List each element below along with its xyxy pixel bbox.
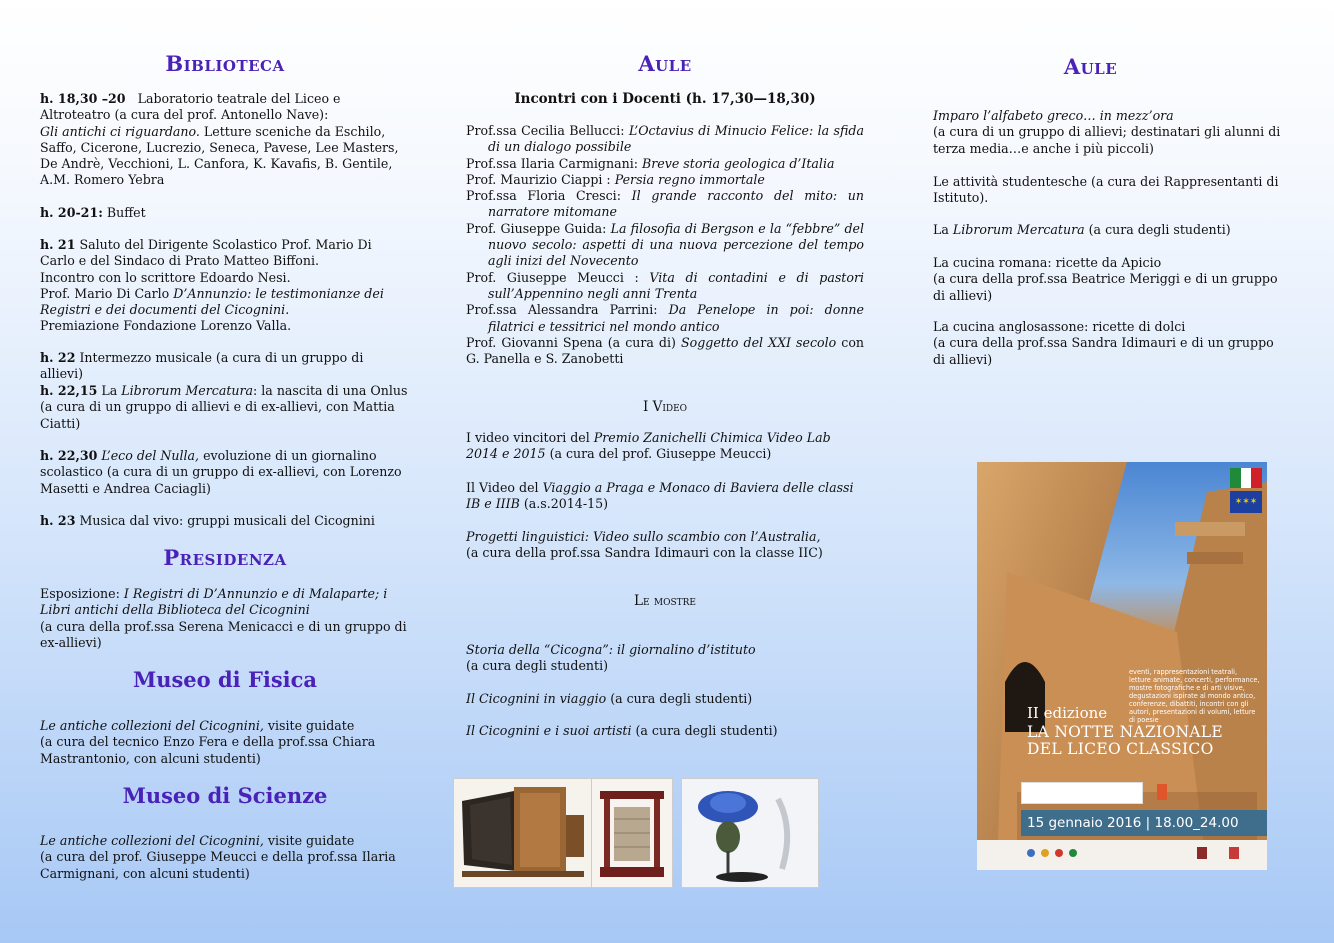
eu-flag-icon: ✶✶✶ (1230, 491, 1262, 513)
talk-item: Prof.ssa Cecilia Bellucci: L’Octavius di Minucio Felice: la sfida di un dialogo possibile (466, 123, 864, 155)
video-heading: I Video (642, 399, 688, 415)
video-item-1: I video vincitori del Premio Zanichelli Chimica Video Lab 2014 e 2015 (a cura del prof. Giuseppe Meucci) (466, 430, 831, 462)
antique-camera-photo (453, 778, 593, 888)
talk-item: Prof. Giuseppe Guida: La filosofia di Bergson e la “febbre” del nuovo secolo: aspetti di una nuova percezione del tempo agli inizi del Novecento (466, 220, 864, 269)
mostra-item-2: Il Cicognini in viaggio (a cura degli studenti) (466, 691, 753, 706)
poster-logo-mark (1157, 784, 1167, 800)
poster-logo-box (1021, 782, 1143, 804)
poster-building-illustration (977, 462, 1267, 870)
talk-item: Prof.ssa Floria Cresci: Il grande racconto del mito: un narratore mitomane (466, 188, 864, 220)
poster-edition: II edizione (1027, 704, 1108, 722)
video-item-2: Il Video del Viaggio a Praga e Monaco di Baviera delle classi IB e IIIB (a.s.2014-15) (466, 480, 854, 512)
biblioteca-item-6: h. 22,30 L’eco del Nulla, evoluzione di un giornalino scolastico (a cura di un gruppo di ex-allievi, con Lorenzo Masetti e Andrea Caciagli) (40, 448, 402, 496)
aula-item-5: La cucina anglosassone: ricette di dolci (a cura della prof.ssa Sandra Idimauri e di un gruppo di allievi) (933, 319, 1274, 367)
biblioteca-item-1: h. 18,30 –20 Laboratorio teatrale del Liceo e Altroteatro (a cura del prof. Antonello Nave): Gli antichi ci riguardano. Letture sceniche da Eschilo, Saffo, Cicerone, Lucrezio, Seneca, Pavese, Lee Masters, De Andrè, Vecchioni, L. Canfora, K. Kavafis, B. Gentile, A.M. Romero Yebra (40, 91, 399, 188)
talk-item: Prof. Maurizio Ciappi : Persia regno immortale (466, 171, 765, 187)
aula-item-2: Le attività studentesche (a cura dei Rappresentanti di Istituto). (933, 174, 1279, 206)
presidenza-text: Esposizione: I Registri di D’Annunzio e di Malaparte; i Libri antichi della Biblioteca del Cicognini (a cura della prof.ssa Serena Menicacci e di un gruppo di ex-allievi) (40, 586, 407, 650)
biblioteca-heading: Biblioteca (165, 51, 285, 76)
museo-fisica-text: Le antiche collezioni del Cicognini, visite guidate (a cura del tecnico Enzo Fera e della prof.ssa Chiara Mastrantonio, con alcuni studenti) (40, 718, 376, 766)
aula-item-3: La Librorum Mercatura (a cura degli studenti) (933, 222, 1231, 237)
biblioteca-item-2: h. 20-21: Buffet (40, 205, 146, 220)
antique-instrument-photo (591, 778, 673, 888)
item-time: h. 18,30 –20 (40, 91, 126, 106)
museo-scienze-text: Le antiche collezioni del Cicognini, visite guidate (a cura del prof. Giuseppe Meucci e della prof.ssa Ilaria Carmignani, con alcuni studenti) (40, 833, 396, 881)
poster-tagline: eventi, rappresentazioni teatrali, letture animate, concerti, performance, mostre fotografiche e di arti visive, degustazioni ispirate al mondo antico, conferenze, dibattiti, incontri con gli autori, presentazioni di volumi, letture di poesie (1129, 668, 1260, 724)
aula-item-1: Imparo l’alfabeto greco… in mezz’ora (a cura di un gruppo di allievi; destinatari gli alunni di terza media…e anche i più piccoli) (933, 108, 1281, 156)
museo-fisica-heading: Museo di Fisica (132, 667, 318, 692)
talk-item: Prof. Giuseppe Meucci : Vita di contadini e di pastori sull’Appennino negli anni Trenta (466, 269, 864, 301)
aule-heading-middle: Aule (638, 51, 692, 76)
mostra-item-1: Storia della “Cicogna”: il giornalino d’istituto (a cura degli studenti) (466, 642, 756, 674)
mostre-heading: Le mostre (634, 593, 696, 609)
incontri-subtitle: Incontri con i Docenti (h. 17,30—18,30) (514, 91, 816, 107)
biblioteca-item-3: h. 21 Saluto del Dirigente Scolastico Prof. Mario Di Carlo e del Sindaco di Prato Matteo Biffoni. Incontro con lo scrittore Edoardo Nesi. Prof. Mario Di Carlo D’Annunzio: le testimonianze dei Registri e dei documenti del Cicognini. Premiazione Fondazione Lorenzo Valla. (40, 237, 384, 334)
biblioteca-item-7: h. 23 Musica dal vivo: gruppi musicali del Cicognini (40, 513, 375, 528)
poster-title: LA NOTTE NAZIONALE DEL LICEO CLASSICO (1027, 723, 1224, 758)
talk-item: Prof.ssa Alessandra Parrini: Da Penelope in poi: donne filatrici e tessitrici nel mondo antico (466, 302, 864, 334)
poster-date-bar: 15 gennaio 2016 | 18.00_24.00 (1021, 810, 1267, 836)
aula-item-4: La cucina romana: ricette da Apicio (a cura della prof.ssa Beatrice Meriggi e di un gruppo di allievi) (933, 255, 1278, 303)
poster-sponsor-strip (977, 840, 1267, 870)
biblioteca-item-4: h. 22 Intermezzo musicale (a cura di un gruppo di allievi) (40, 350, 364, 382)
museo-scienze-heading: Museo di Scienze (122, 783, 328, 808)
talk-item: Prof. Giovanni Spena (a cura di) Soggetto del XXI secolo con G. Panella e S. Zanobetti (466, 334, 865, 367)
italian-flag-icon (1230, 468, 1262, 488)
mostra-item-3: Il Cicognini e i suoi artisti (a cura degli studenti) (466, 723, 778, 738)
video-item-3: Progetti linguistici: Video sullo scambio con l’Australia, (a cura della prof.ssa Sandra Idimauri con la classe IIC) (466, 529, 823, 561)
talks-list (466, 123, 864, 367)
aule-heading-right: Aule (1063, 54, 1118, 79)
event-poster (977, 462, 1267, 870)
botanical-model-photo (681, 778, 819, 888)
presidenza-heading: Presidenza (163, 545, 287, 570)
talk-item: Prof.ssa Ilaria Carmignani: Breve storia geologica d’Italia (466, 155, 835, 171)
biblioteca-item-5: h. 22,15 La Librorum Mercatura: la nascita di una Onlus (a cura di un gruppo di allievi e di ex-allievi, con Mattia Ciatti) (40, 383, 408, 431)
